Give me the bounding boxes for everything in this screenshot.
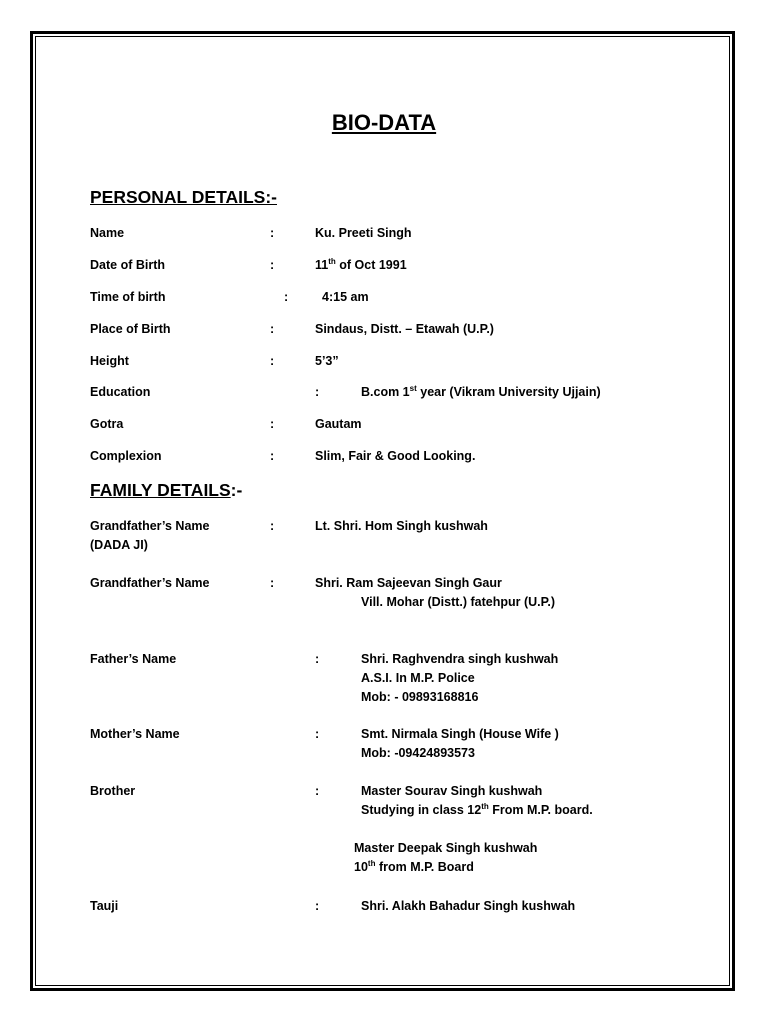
field-label: Mother’s Name xyxy=(90,727,180,741)
field-label: Name xyxy=(90,226,125,240)
page-title: BIO-DATA xyxy=(331,110,437,135)
field-separator: : xyxy=(315,899,320,913)
field-value: 11th of Oct 1991 xyxy=(315,256,407,272)
field-separator: : xyxy=(315,652,320,666)
field-value: Master Deepak Singh kushwah xyxy=(354,841,538,855)
field-value: Vill. Mohar (Distt.) fatehpur (U.P.) xyxy=(361,595,555,609)
field-value: A.S.I. In M.P. Police xyxy=(361,671,475,685)
field-value: Ku. Preeti Singh xyxy=(315,226,412,240)
field-label: Date of Birth xyxy=(90,258,165,272)
field-label: Place of Birth xyxy=(90,322,171,336)
field-value: Smt. Nirmala Singh (House Wife ) xyxy=(361,727,559,741)
field-label: Grandfather’s Name xyxy=(90,519,210,533)
field-separator: : xyxy=(315,784,320,798)
field-separator: : xyxy=(315,385,320,399)
field-label: Education xyxy=(90,385,151,399)
field-value: Sindaus, Distt. – Etawah (U.P.) xyxy=(315,322,494,336)
field-value: Master Sourav Singh kushwah xyxy=(361,784,543,798)
field-separator: : xyxy=(270,258,275,272)
field-value: 4:15 am xyxy=(322,290,369,304)
field-separator: : xyxy=(315,727,320,741)
field-label: Father’s Name xyxy=(90,652,177,666)
field-separator: : xyxy=(270,449,275,463)
field-value: 5’3” xyxy=(315,354,339,368)
field-label: Grandfather’s Name xyxy=(90,576,210,590)
field-value: Mob: - 09893168816 xyxy=(361,690,479,704)
field-separator: : xyxy=(270,322,275,336)
field-label: (DADA JI) xyxy=(90,538,148,552)
field-value: 10th from M.P. Board xyxy=(354,858,474,874)
field-value: Shri. Ram Sajeevan Singh Gaur xyxy=(315,576,502,590)
field-label: Complexion xyxy=(90,449,162,463)
field-separator: : xyxy=(284,290,289,304)
field-value: Mob: -09424893573 xyxy=(361,746,475,760)
field-separator: : xyxy=(270,576,275,590)
field-separator: : xyxy=(270,354,275,368)
field-value: B.com 1st year (Vikram University Ujjain) xyxy=(361,383,601,399)
field-value: Shri. Raghvendra singh kushwah xyxy=(361,652,559,666)
field-separator: : xyxy=(270,417,275,431)
field-label: Gotra xyxy=(90,417,124,431)
field-value: Gautam xyxy=(315,417,362,431)
field-label: Brother xyxy=(90,784,136,798)
field-value: Lt. Shri. Hom Singh kushwah xyxy=(315,519,488,533)
field-separator: : xyxy=(270,226,275,240)
field-value: Studying in class 12th From M.P. board. xyxy=(361,801,593,817)
field-separator: : xyxy=(270,519,275,533)
field-label: Time of birth xyxy=(90,290,166,304)
family-details-heading: FAMILY DETAILS:- xyxy=(90,480,243,500)
field-value: Shri. Alakh Bahadur Singh kushwah xyxy=(361,899,576,913)
field-label: Height xyxy=(90,354,129,368)
personal-details-heading: PERSONAL DETAILS:- xyxy=(90,187,277,207)
field-label: Tauji xyxy=(90,899,119,913)
field-value: Slim, Fair & Good Looking. xyxy=(315,449,476,463)
